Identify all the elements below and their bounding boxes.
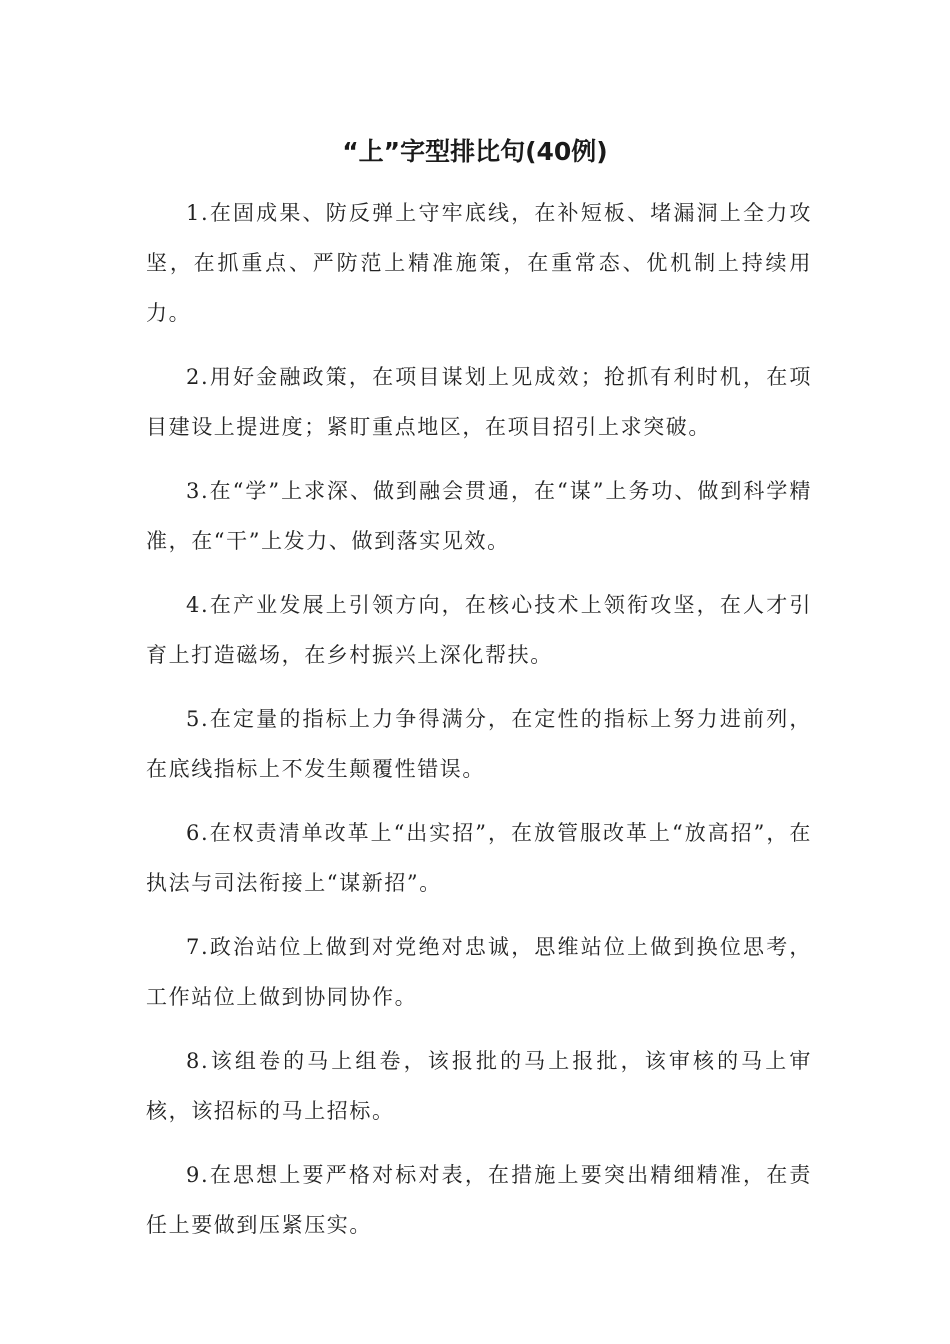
list-item: 8.该组卷的马上组卷，该报批的马上报批，该审核的马上审核，该招标的马上招标。 xyxy=(146,1049,812,1123)
list-item: 6.在权责清单改革上“出实招”，在放管服改革上“放高招”，在执法与司法衔接上“谋新招”。 xyxy=(146,821,812,895)
list-item: 9.在思想上要严格对标对表，在措施上要突出精细精准，在责任上要做到压紧压实。 xyxy=(146,1163,812,1237)
item-list xyxy=(146,188,812,1264)
list-item: 3.在“学”上求深、做到融会贯通，在“谋”上务功、做到科学精准，在“干”上发力、做到落实见效。 xyxy=(146,479,812,553)
list-item: 2.用好金融政策，在项目谋划上见成效；抢抓有利时机，在项目建设上提进度；紧盯重点地区，在项目招引上求突破。 xyxy=(146,365,812,439)
list-item: 1.在固成果、防反弹上守牢底线，在补短板、堵漏洞上全力攻坚，在抓重点、严防范上精准施策，在重常态、优机制上持续用力。 xyxy=(146,201,812,325)
list-item: 4.在产业发展上引领方向，在核心技术上领衔攻坚，在人才引育上打造磁场，在乡村振兴上深化帮扶。 xyxy=(146,593,812,667)
document-title: “上”字型排比句(40例) xyxy=(342,137,608,166)
list-item: 7.政治站位上做到对党绝对忠诚，思维站位上做到换位思考，工作站位上做到协同协作。 xyxy=(146,935,812,1009)
list-item: 5.在定量的指标上力争得满分，在定性的指标上努力进前列，在底线指标上不发生颠覆性错误。 xyxy=(146,707,812,781)
